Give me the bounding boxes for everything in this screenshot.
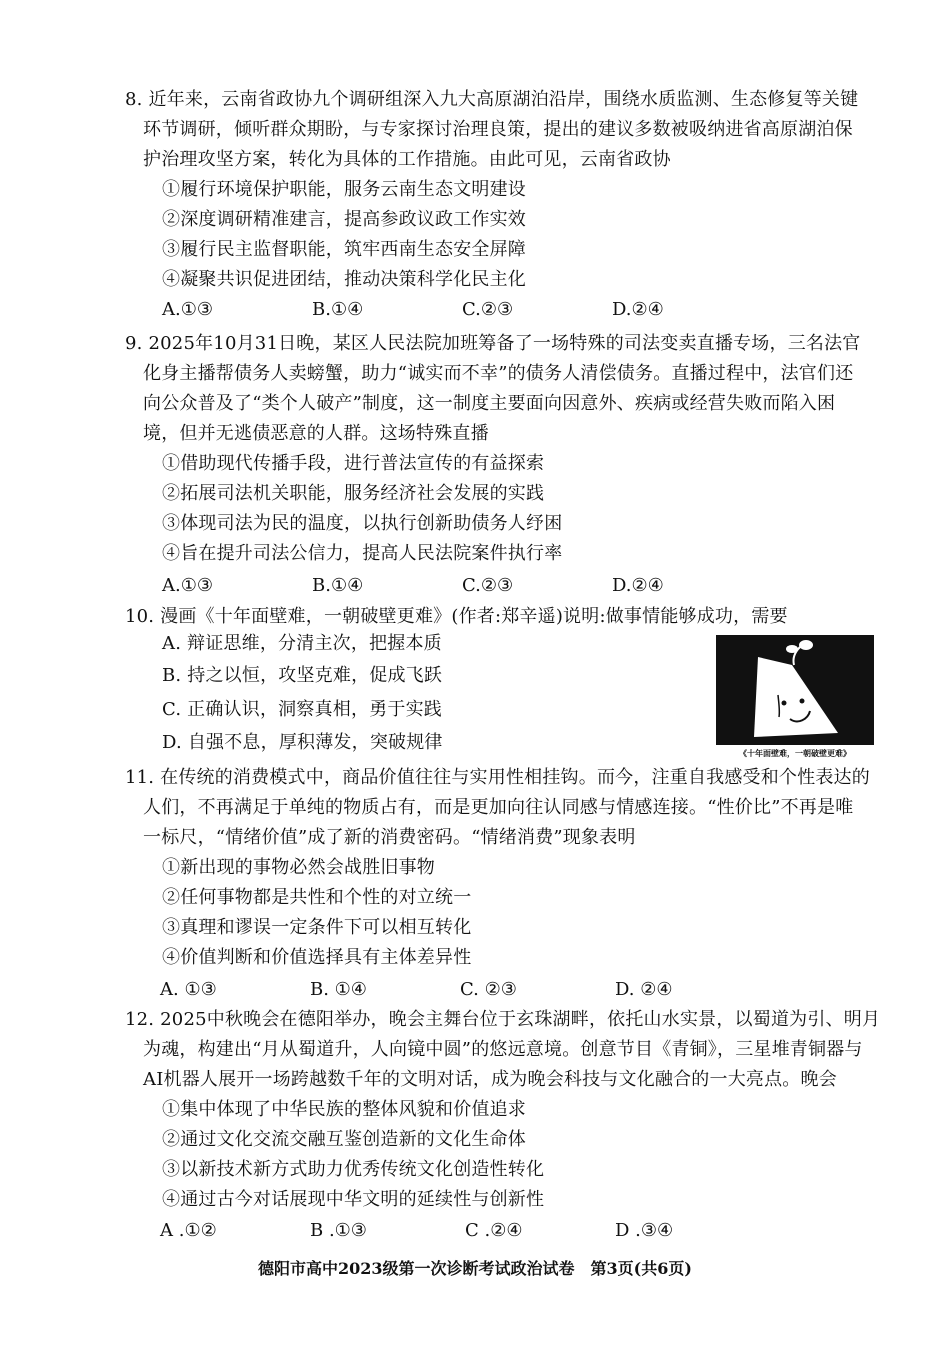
- q12-option-c: C .②④: [465, 1220, 523, 1241]
- q8-item-1: ①履行环境保护职能，服务云南生态文明建设: [162, 179, 526, 200]
- q8-option-c: C.②③: [462, 299, 514, 320]
- cartoon-right-eye: [800, 699, 805, 704]
- q8-stem-line-2: 环节调研，倾听群众期盼，与专家探讨治理良策，提出的建议多数被吸纳进省高原湖泊保: [143, 119, 853, 140]
- q12-stem-line-3: AI机器人展开一场跨越数千年的文明对话，成为晚会科技与文化融合的一大亮点。晚会: [143, 1069, 837, 1090]
- q8-item-2: ②深度调研精准建言，提高参政议政工作实效: [162, 209, 526, 230]
- q11-item-3: ③真理和谬误一定条件下可以相互转化: [162, 917, 472, 938]
- q9-stem-line-2: 化身主播帮债务人卖螃蟹，助力“诚实而不幸”的债务人清偿债务。直播过程中，法官们还: [143, 363, 854, 384]
- q12-option-a: A .①②: [160, 1220, 217, 1241]
- q11-option-b: B. ①④: [310, 979, 367, 1000]
- q8-item-4: ④凝聚共识促进团结，推动决策科学化民主化: [162, 269, 526, 290]
- q11-option-d: D. ②④: [615, 979, 673, 1000]
- q11-options: [160, 978, 760, 1002]
- q9-option-d: D.②④: [612, 575, 664, 596]
- q12-item-2: ②通过文化交流交融互鉴创造新的文化生命体: [162, 1129, 526, 1150]
- q9-item-2: ②拓展司法机关职能，服务经济社会发展的实践: [162, 483, 545, 504]
- q8-option-b: B.①④: [312, 299, 364, 320]
- cartoon-figure: [716, 635, 874, 760]
- q12-option-d: D .③④: [615, 1220, 674, 1241]
- cartoon-sprout-leaf-left: [786, 645, 798, 653]
- q11-item-1: ①新出现的事物必然会战胜旧事物: [162, 857, 435, 878]
- cartoon-caption: 《十年面壁难，一朝破壁更难》: [739, 749, 851, 758]
- q10-option-a: A. 辩证思维，分清主次，把握本质: [162, 633, 442, 654]
- cartoon-sprout-leaf-right: [799, 640, 813, 650]
- cartoon-illustration: [716, 635, 874, 760]
- q11-stem-line-3: 一标尺，“情绪价值”成了新的消费密码。“情绪消费”现象表明: [143, 827, 636, 848]
- q9-stem-line-4: 境，但并无逃债恶意的人群。这场特殊直播: [143, 423, 489, 444]
- q11-stem-line-1: 11. 在传统的消费模式中，商品价值往往与实用性相挂钩。而今，注重自我感受和个性表达的: [125, 767, 870, 788]
- q12-item-4: ④通过古今对话展现中华文明的延续性与创新性: [162, 1189, 545, 1210]
- q9-options: [162, 574, 762, 598]
- q8-stem-line-3: 护治理攻坚方案，转化为具体的工作措施。由此可见，云南省政协: [143, 149, 671, 170]
- q12-options: [160, 1219, 760, 1243]
- q10-option-b: B. 持之以恒，攻坚克难，促成飞跃: [162, 665, 443, 686]
- page-footer: 德阳市高中2023级第一次诊断考试政治试卷 第3页(共6页): [258, 1259, 692, 1278]
- q9-option-a: A.①③: [162, 575, 213, 596]
- q8-stem-line-1: 8. 近年来，云南省政协九个调研组深入九大高原湖泊沿岸，围绕水质监测、生态修复等关键: [125, 89, 859, 110]
- q10-option-d: D. 自强不息，厚积薄发，突破规律: [162, 732, 443, 753]
- q11-option-a: A. ①③: [160, 979, 217, 1000]
- q12-option-b: B .①③: [310, 1220, 367, 1241]
- q9-item-1: ①借助现代传播手段，进行普法宣传的有益探索: [162, 453, 545, 474]
- q8-options: [162, 298, 762, 322]
- q12-item-1: ①集中体现了中华民族的整体风貌和价值追求: [162, 1099, 526, 1120]
- q8-option-a: A.①③: [162, 299, 213, 320]
- q12-item-3: ③以新技术新方式助力优秀传统文化创造性转化: [162, 1159, 545, 1180]
- q11-stem-line-2: 人们，不再满足于单纯的物质占有，而是更加向往认同感与情感连接。“性价比”不再是唯: [143, 797, 854, 818]
- q9-option-b: B.①④: [312, 575, 364, 596]
- q9-option-c: C.②③: [462, 575, 514, 596]
- cartoon-left-eye: [782, 701, 787, 706]
- q8-item-3: ③履行民主监督职能，筑牢西南生态安全屏障: [162, 239, 526, 260]
- q9-stem-line-1: 9. 2025年10月31日晚，某区人民法院加班筹备了一场特殊的司法变卖直播专场，三名法官: [125, 333, 861, 354]
- q11-item-4: ④价值判断和价值选择具有主体差异性: [162, 947, 472, 968]
- q9-stem-line-3: 向公众普及了“类个人破产”制度，这一制度主要面向因意外、疾病或经营失败而陷入困: [143, 393, 836, 414]
- q10-option-c: C. 正确认识，洞察真相，勇于实践: [162, 699, 442, 720]
- q9-item-4: ④旨在提升司法公信力，提高人民法院案件执行率: [162, 543, 563, 564]
- q12-stem-line-2: 为魂，构建出“月从蜀道升，人向镜中圆”的悠远意境。创意节目《青铜》，三星堆青铜器与: [143, 1039, 863, 1060]
- q11-option-c: C. ②③: [460, 979, 517, 1000]
- q10-stem-line-1: 10. 漫画《十年面壁难，一朝破壁更难》(作者:郑辛遥)说明:做事情能够成功，需要: [125, 606, 788, 627]
- q11-item-2: ②任何事物都是共性和个性的对立统一: [162, 887, 472, 908]
- q8-option-d: D.②④: [612, 299, 664, 320]
- q12-stem-line-1: 12. 2025中秋晚会在德阳举办，晚会主舞台位于玄珠湖畔，依托山水实景，以蜀道为引、明月: [125, 1009, 881, 1030]
- q9-item-3: ③体现司法为民的温度，以执行创新助债务人纾困: [162, 513, 563, 534]
